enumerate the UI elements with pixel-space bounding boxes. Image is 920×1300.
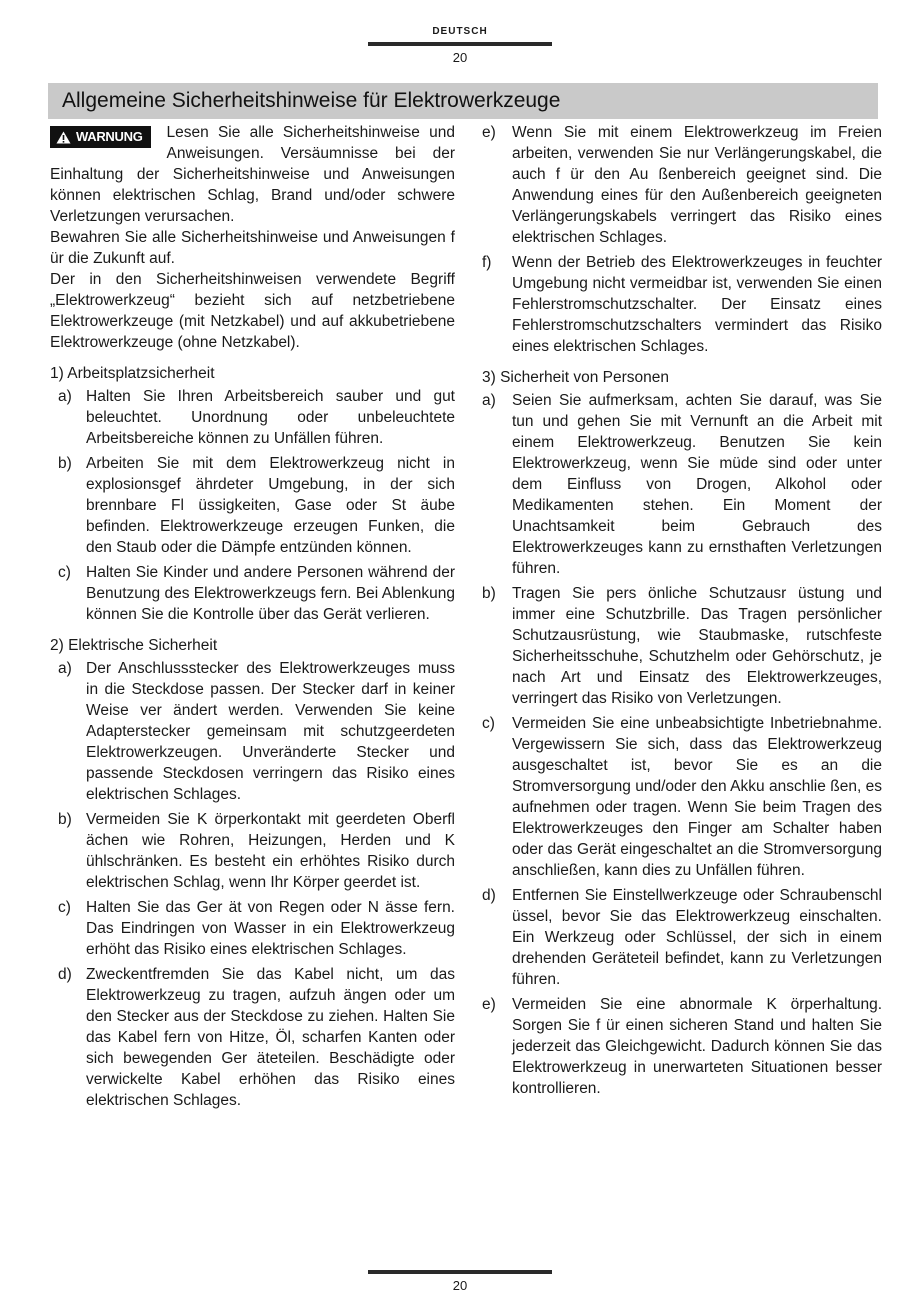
section-electrical-safety — [50, 635, 455, 1111]
section-title: 3) Sicherheit von Personen — [482, 369, 669, 386]
title-banner — [48, 83, 878, 119]
list-item — [482, 252, 882, 357]
item-text: Vermeiden Sie K örperkontakt mit geerdeten Oberfl ächen wie Rohren, Heizungen, Herden und K ühlschränken. Es besteht ein erhöhtes Risiko durch elektrischen Schlag, wenn Ihr Körper geerdet ist. — [86, 811, 455, 891]
item-label: f) — [482, 254, 492, 271]
warning-badge — [50, 126, 151, 148]
item-label: d) — [482, 887, 496, 904]
list-item — [50, 809, 455, 893]
header-rule — [368, 42, 552, 46]
language-label: DEUTSCH — [432, 26, 488, 37]
item-text: Der Anschlussstecker des Elektrowerkzeuges muss in die Steckdose passen. Der Stecker darf in keiner Weise ver ändert werden. Verwenden Sie keine Adapterstecker gemeinsam mit schutzgeerdeten Elektrowerkzeugen. Unveränderte Stecker und passende Steckdosen verringern das Risiko eines elektrischen Schlages. — [86, 660, 455, 803]
list-item — [50, 453, 455, 558]
item-text: Tragen Sie pers önliche Schutzausr üstung und immer eine Schutzbrille. Das Tragen persönlicher Schutzausrüstung, wie Staubmaske, rutschfeste Sicherheitsschuhe, Schutzhelm oder Gehörschutz, je nach Art und Einsatz des Elektrowerkzeuges, verringert das Risiko von Verletzungen. — [512, 585, 882, 707]
list-item — [482, 713, 882, 881]
warning-label: WARNUNG — [76, 129, 143, 144]
footer-page-number: 20 — [452, 1278, 468, 1293]
item-label: d) — [58, 966, 72, 983]
list-item — [482, 583, 882, 709]
intro-paragraph: Bewahren Sie alle Sicherheitshinweise und Anweisungen f ür die Zukunft auf. — [50, 229, 455, 267]
item-label: e) — [482, 124, 496, 141]
list-item — [50, 562, 455, 625]
list-item — [50, 386, 455, 449]
item-text: Seien Sie aufmerksam, achten Sie darauf, was Sie tun und gehen Sie mit Vernunft an die Arbeit mit einem Elektrowerkzeug. Benutzen Sie kein Elektrowerkzeug, wenn Sie müde sind oder unter dem Einfluss von Drogen, Alkohol oder Medikamenten stehen. Ein Moment der Unachtsamkeit beim Gebrauch des Elektrowerkzeuges kann zu ernsthaften Verletzungen führen. — [512, 392, 882, 577]
section-title: 2) Elektrische Sicherheit — [50, 637, 218, 654]
footer-rule — [368, 1270, 552, 1274]
item-text: Halten Sie Kinder und andere Personen während der Benutzung des Elektrowerkzeugs fern. Bei Ablenkung können Sie die Kontrolle über das Gerät verlieren. — [86, 564, 455, 623]
section-title: 1) Arbeitsplatzsicherheit — [50, 365, 215, 382]
right-column — [482, 122, 882, 1103]
item-text: Arbeiten Sie mit dem Elektrowerkzeug nicht in explosionsgef ährdeter Umgebung, in der sich brennbare Fl üssigkeiten, Gase oder St äube befinden. Elektrowerkzeuge erzeugen Funken, die den Staub oder die Dämpfe entzünden können. — [86, 455, 455, 556]
item-text: Entfernen Sie Einstellwerkzeuge oder Schraubenschl üssel, bevor Sie das Elektrowerkzeug einschalten. Ein Werkzeug oder Schlüssel, der sich in einem drehenden Geräteteil befindet, kann zu Verletzungen führen. — [512, 887, 882, 988]
item-text: Vermeiden Sie eine abnormale K örperhaltung. Sorgen Sie f ür einen sicheren Stand und halten Sie jederzeit das Gleichgewicht. Dadurch können Sie das Elektrowerkzeug in unerwarteten Situationen besser kontrollieren. — [512, 996, 882, 1097]
intro-paragraph: Lesen Sie alle Sicherheitshinweise und Anweisungen. Versäumnisse bei der Einhaltung der Sicherheitshinweise und Anweisungen können elektrischen Schlag, Brand und/oder schwere Verletzungen verursachen. — [50, 124, 455, 225]
item-text: Wenn der Betrieb des Elektrowerkzeuges in feuchter Umgebung nicht vermeidbar ist, verwenden Sie einen Fehlerstromschutzschalter. Der Einsatz eines Fehlerstromschutzschalters vermindert das Risiko eines elektrischen Schlages. — [512, 254, 882, 355]
item-label: b) — [58, 455, 72, 472]
item-text: Halten Sie Ihren Arbeitsbereich sauber und gut beleuchtet. Unordnung oder unbeleuchtete Arbeitsbereiche können zu Unfällen führen. — [86, 388, 455, 447]
list-item — [50, 964, 455, 1111]
header-page-number: 20 — [452, 50, 468, 65]
item-label: c) — [58, 564, 71, 581]
list-item — [482, 885, 882, 990]
intro-paragraph: Der in den Sicherheitshinweisen verwendete Begriff „Elektrowerkzeug“ bezieht sich auf netzbetriebene Elektrowerkzeuge (mit Netzkabel) und auf akkubetriebene Elektrowerkzeuge (ohne Netzkabel). — [50, 271, 455, 351]
list-item — [482, 122, 882, 248]
section-workplace-safety — [50, 363, 455, 625]
list-item — [482, 994, 882, 1099]
section-personal-safety — [482, 367, 882, 1099]
item-label: c) — [58, 899, 71, 916]
item-text: Wenn Sie mit einem Elektrowerkzeug im Freien arbeiten, verwenden Sie nur Verlängerungskabel, die auch f ür den Au ßenbereich geeignet sind. Die Anwendung eines für den Außenbereich geeigneten Verlängerungskabels verringert das Risiko eines elektrischen Schlages. — [512, 124, 882, 246]
item-label: a) — [482, 392, 496, 409]
item-label: e) — [482, 996, 496, 1013]
intro-block — [50, 122, 455, 227]
item-text: Halten Sie das Ger ät von Regen oder N ässe fern. Das Eindringen von Wasser in ein Elektrowerkzeug erhöht das Risiko eines elektrischen Schlages. — [86, 899, 455, 958]
item-text: Vermeiden Sie eine unbeabsichtigte Inbetriebnahme. Vergewissern Sie sich, dass das Elektrowerkzeug ausgeschaltet ist, bevor Sie es an die Stromversorgung und/oder den Akku anschlie ßen, es aufnehmen oder tragen. Wenn Sie beim Tragen des Elektrowerkzeuges den Finger am Schalter haben oder das Gerät eingeschaltet an die Stromversorgung anschließen, kann dies zu Unfällen führen. — [512, 715, 882, 879]
item-label: a) — [58, 388, 72, 405]
item-label: b) — [58, 811, 72, 828]
item-label: c) — [482, 715, 495, 732]
list-item — [50, 897, 455, 960]
list-item — [482, 390, 882, 579]
left-column — [50, 122, 455, 1115]
warning-triangle-icon — [56, 131, 71, 144]
item-text: Zweckentfremden Sie das Kabel nicht, um das Elektrowerkzeug zu tragen, aufzuh ängen oder um den Stecker aus der Steckdose zu ziehen. Halten Sie das Kabel fern von Hitze, Öl, scharfen Kanten oder sich bewegenden Ger äteteilen. Beschädigte oder verwickelte Kabel erhöhen das Risiko eines elektrischen Schlages. — [86, 966, 455, 1109]
item-label: b) — [482, 585, 496, 602]
list-item — [50, 658, 455, 805]
page-title: Allgemeine Sicherheitshinweise für Elektrowerkzeuge — [62, 89, 561, 112]
item-label: a) — [58, 660, 72, 677]
